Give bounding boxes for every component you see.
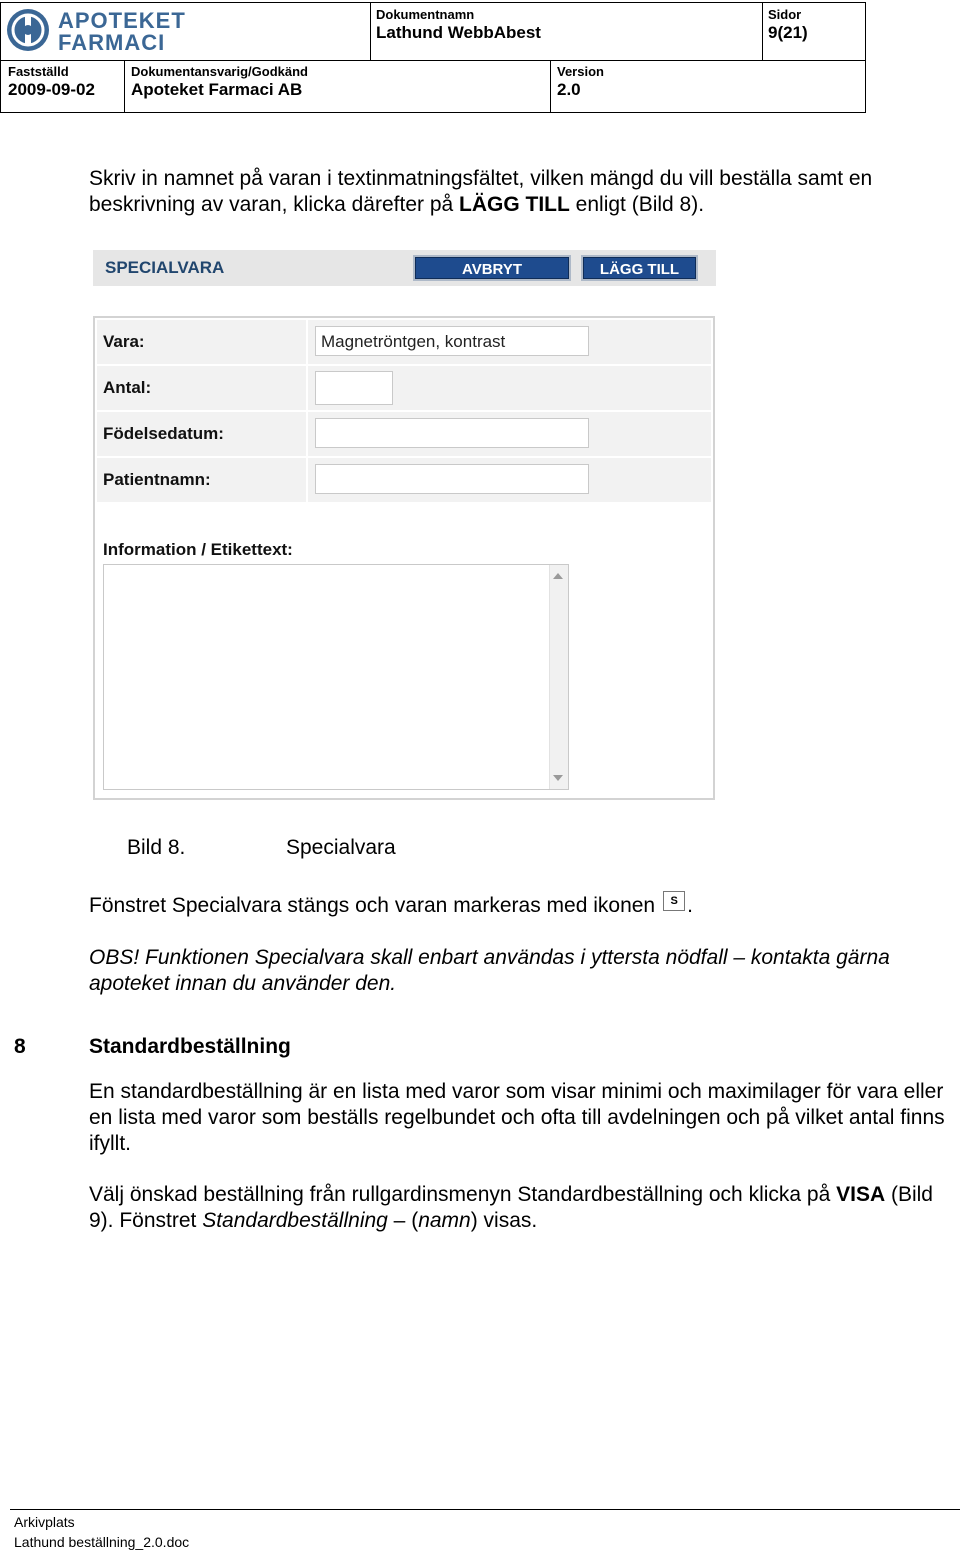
closing-text: Fönstret Specialvara stängs och varan markeras med ikonen bbox=[89, 894, 656, 917]
form-row-antal bbox=[97, 366, 711, 410]
faststalld-label: Fastställd bbox=[8, 64, 69, 79]
apoteket-farmaci-logo bbox=[6, 8, 186, 56]
specialvara-s-icon: S bbox=[663, 891, 685, 911]
caption-title: Specialvara bbox=[286, 836, 396, 859]
section-paragraph-2 bbox=[89, 1182, 959, 1234]
form-row-fodelsedatum bbox=[97, 412, 711, 456]
vara-input[interactable]: Magnetröntgen, kontrast bbox=[315, 326, 589, 356]
sidor-value: 9(21) bbox=[768, 23, 808, 42]
logo-text-bottom: FARMACI bbox=[58, 30, 166, 55]
scroll-down-icon[interactable] bbox=[553, 775, 563, 781]
closing-paragraph bbox=[89, 893, 959, 919]
section-paragraph-1: En standardbeställning är en lista med varor som visar minimi och maximilager för vara eller en lista med varor som beställs regelbundet och ofta till avdelningen och på vilket antal finns ifyllt. bbox=[89, 1080, 945, 1155]
document-header bbox=[0, 2, 866, 114]
caption-number: Bild 8. bbox=[127, 836, 186, 859]
closing-end: . bbox=[687, 894, 693, 917]
lagg-till-button[interactable]: LÄGG TILL bbox=[581, 255, 698, 281]
ansvarig-value: Apoteket Farmaci AB bbox=[131, 80, 303, 99]
specialvara-title: SPECIALVARA bbox=[105, 258, 225, 277]
ansvarig-label: Dokumentansvarig/Godkänd bbox=[131, 64, 308, 79]
logo-text-top: APOTEKET bbox=[58, 8, 186, 33]
footer-value: Lathund beställning_2.0.doc bbox=[14, 1534, 190, 1550]
dokumentnamn-label: Dokumentnamn bbox=[376, 7, 475, 22]
figure-caption-title-wrap bbox=[286, 835, 686, 861]
scroll-up-icon[interactable] bbox=[553, 573, 563, 579]
patientnamn-label: Patientnamn: bbox=[103, 470, 211, 489]
form-row-patientnamn bbox=[97, 458, 711, 502]
specialvara-toolbar bbox=[93, 250, 716, 286]
intro-text-1: Skriv in namnet på varan i textinmatningsfältet, vilken mängd du vill beställa samt en beskrivning av varan, klicka därefter på bbox=[89, 167, 873, 216]
footer-divider bbox=[10, 1509, 960, 1510]
antal-input[interactable] bbox=[315, 371, 393, 405]
logo-emblem-icon bbox=[6, 8, 50, 52]
para2-text-a: Välj önskad beställning från rullgardinsmenyn Standardbeställning och klicka på bbox=[89, 1183, 837, 1206]
form-row-vara bbox=[97, 320, 711, 364]
textarea-scrollbar[interactable] bbox=[549, 565, 568, 789]
fodelsedatum-input[interactable] bbox=[315, 418, 589, 448]
para2-italic-1: Standardbeställning bbox=[202, 1209, 388, 1232]
para2-text-d: ) visas. bbox=[470, 1209, 538, 1232]
fodelsedatum-label: Födelsedatum: bbox=[103, 424, 224, 443]
footer-label: Arkivplats bbox=[14, 1514, 75, 1530]
avbryt-button[interactable]: AVBRYT bbox=[413, 255, 571, 281]
specialvara-form bbox=[93, 316, 715, 800]
intro-text-2: enligt (Bild 8). bbox=[569, 193, 705, 216]
section-title: Standardbeställning bbox=[89, 1035, 291, 1058]
dokumentnamn-value: Lathund WebbAbest bbox=[376, 23, 541, 42]
information-textarea[interactable] bbox=[103, 564, 569, 790]
specialvara-screenshot bbox=[93, 250, 716, 800]
patientnamn-input[interactable] bbox=[315, 464, 589, 494]
para2-text-c: – ( bbox=[387, 1209, 419, 1232]
version-label: Version bbox=[557, 64, 604, 79]
para2-text-b: (Bild 9). Fönstret bbox=[89, 1183, 933, 1232]
obs-paragraph: OBS! Funktionen Specialvara skall enbart användas i yttersta nödfall – kontakta gärna apoteket innan du använder den. bbox=[89, 946, 890, 995]
para2-italic-2: namn bbox=[418, 1209, 471, 1232]
version-value: 2.0 bbox=[557, 80, 581, 99]
vara-label: Vara: bbox=[103, 332, 145, 351]
intro-bold: LÄGG TILL bbox=[459, 193, 570, 216]
para2-visa: VISA bbox=[836, 1183, 886, 1206]
sidor-label: Sidor bbox=[768, 7, 802, 22]
section-number: 8 bbox=[14, 1035, 26, 1058]
antal-label: Antal: bbox=[103, 378, 152, 397]
information-label: Information / Etikettext: bbox=[103, 540, 293, 559]
intro-paragraph bbox=[89, 166, 959, 218]
faststalld-value: 2009-09-02 bbox=[8, 80, 95, 99]
